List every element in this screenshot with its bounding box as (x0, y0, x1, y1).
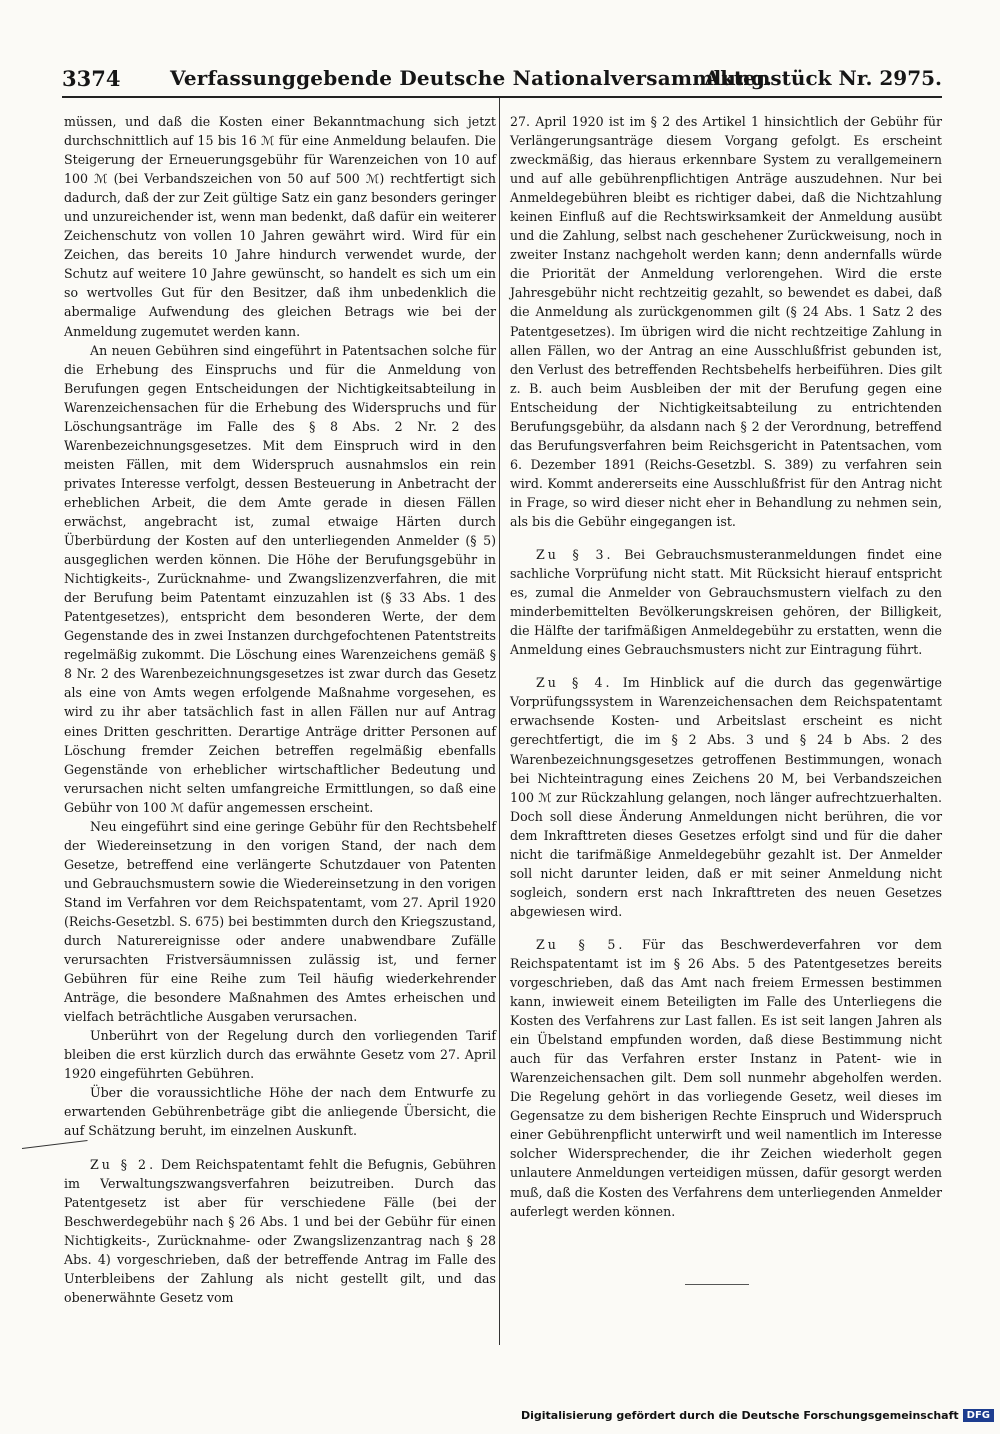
paragraph: An neuen Gebühren sind eingeführt in Patentsachen solche für die Erhebung des Einspruchs und für die Anmeldung von Berufungen gegen Entscheidungen der Nichtigkeitsabteilung in Warenzeichensachen für die Erhebung des Widerspruchs und für Löschungsanträge im Falle des § 8 Abs. 2 Nr. 2 des Warenbezeichnungsgesetzes. Mit dem Einspruch wird in den meisten Fällen, mit dem Widerspruch ausnahmslos ein rein privates Interesse verfolgt, dessen Besteuerung in Anbetracht der erheblichen Arbeit, die dem Amte gerade in diesen Fällen erwächst, angebracht ist, zumal etwaige Härten durch Überbürdung der Kosten auf den unterliegenden Anmelder (§ 5) ausgeglichen werden können. Die Höhe der Berufungsgebühr in Nichtigkeits-, Zurücknahme- und Zwangslizenzverfahren, die mit der Berufung beim Patentamt einzuzahlen ist (§ 33 Abs. 1 des Patentgesetzes), entspricht dem besonderen Werte, der dem Gegenstande des in zwei Instanzen durchgefochtenen Patentstreits regelmäßig zukommt. Die Löschung eines Warenzeichens gemäß § 8 Nr. 2 des Warenbezeichnungsgesetzes ist zwar durch das Gesetz als eine von Amts wegen erfolgende Maßnahme vorgesehen, es wird zu ihr aber tatsächlich fast in allen Fällen nur auf Antrag eines Dritten geschritten. Derartige Anträge dritter Personen auf Löschung fremder Zeichen betreffen regelmäßig ebenfalls Gegenstände von erheblicher wirtschaftlicher Bedeutung und verursachen nicht selten umfangreiche Ermittlungen, so daß eine Gebühr von 100 ℳ dafür angemessen erscheint. (64, 342, 496, 815)
digitization-credit (521, 1406, 994, 1424)
document-number: Aktenstück Nr. 2975. (704, 66, 942, 90)
right-column (510, 112, 942, 1221)
left-column (64, 112, 496, 1307)
publication-title: Verfassunggebende Deutsche Nationalversammlung. (170, 66, 773, 90)
credit-text: Digitalisierung gefördert durch die Deutsche Forschungsgemeinschaft (520, 1408, 959, 1422)
paragraph: Unberührt von der Regelung durch den vorliegenden Tarif bleiben die erst kürzlich durch das erwähnte Gesetz vom 27. April 1920 eingeführten Gebühren. (64, 1028, 496, 1082)
section-heading: Zu § 5. (536, 936, 626, 952)
section-text: Bei Gebrauchsmusteranmeldungen findet eine sachliche Vorprüfung nicht statt. Mit Rücksicht hierauf entspricht es, zumal die Anmelder von Gebrauchsmustern vielfach zu den minderbemittelten Bevölkerungskreisen gehören, der Billigkeit, die Hälfte der tarifmäßigen Anmeldegebühr zu erstatten, wenn die Anmeldung eines Gebrauchsmusters nicht zur Eintragung führt. (510, 547, 942, 658)
paragraph: müssen, und daß die Kosten einer Bekanntmachung sich jetzt durchschnittlich auf 15 bis 16 ℳ für eine Anmeldung belaufen. Die Steigerung der Erneuerungsgebühr für Warenzeichen von 10 auf 100 ℳ (bei Verbandszeichen von 50 auf 500 ℳ) rechtfertigt sich dadurch, daß der zur Zeit gültige Satz ein ganz besonders geringer und unzureichender ist, wenn man bedenkt, daß dafür ein weiterer Zeichenschutz von vollen 10 Jahren gewährt wird. Wird für ein Zeichen, das bereits 10 Jahre hindurch verwendet wurde, der Schutz auf weitere 10 Jahre gewünscht, so handelt es sich um ein so wertvolles Gut für den Besitzer, daß ihm unbedenklich die abermalige Aufwendung des gleichen Betrags wie bei der Anmeldung zugemutet werden kann. (64, 114, 496, 339)
page-header (62, 60, 942, 98)
section-text: Im Hinblick auf die durch das gegenwärtige Vorprüfungssystem in Warenzeichensachen dem Reichspatentamt erwachsende Kosten- und Arbeitslast erscheint es nicht gerechtfertigt, die im § 2 Abs. 3 und § 24 b Abs. 2 des Warenbezeichnungsgesetzes getroffenen Bestimmungen, wonach bei Nichteintragung eines Zeichens 20 M, bei Verbandszeichen 100 ℳ zur Rückzahlung gelangen, noch länger aufrechtzuerhalten. Doch soll diese Änderung Anmeldungen nicht berühren, die vor dem Inkrafttreten dieses Gesetzes erfolgt sind und für die daher nicht die tarifmäßige Anmeldegebühr gezahlt ist. Der Anmelder soll nicht darunter leiden, daß er mit seiner Anmeldung nicht sogleich, sondern erst nach Inkrafttreten des neuen Gesetzes abgewiesen wird. (510, 675, 943, 919)
section-paragraph (510, 673, 942, 921)
column-divider (499, 98, 500, 1345)
section-heading: Zu § 3. (536, 547, 614, 563)
dfg-logo-icon: DFG (963, 1409, 994, 1422)
section-paragraph (510, 935, 942, 1221)
page-number: 3374 (62, 66, 121, 91)
end-rule (685, 1284, 749, 1285)
section-paragraph (510, 545, 942, 659)
section-heading: Zu § 4. (536, 675, 613, 691)
paragraph: 27. April 1920 ist im § 2 des Artikel 1 hinsichtlich der Gebühr für Verlängerungsanträge diesem Vorgang gefolgt. Es erscheint zweckmäßig, das hieraus erkennbare System zu verallgemeinern und auf alle gebührenpflichtigen Anträge auszudehnen. Nur bei Anmeldegebühren bleibt es richtiger dabei, daß die Nichtzahlung keinen Einfluß auf die Rechtswirksamkeit der Anmeldung ausübt und die Zahlung, selbst nach geschehener Zurückweisung, noch in zweiter Instanz nachgeholt werden kann; denn andernfalls würde die Priorität der Anmeldung verlorengehen. Wird die erste Jahresgebühr nicht rechtzeitig gezahlt, so bewendet es dabei, daß die Anmeldung als zurückgenommen gilt (§ 24 Abs. 1 Satz 2 des Patentgesetzes). Im übrigen wird die nicht rechtzeitige Zahlung in allen Fällen, wo der Antrag an eine Ausschlußfrist gebunden ist, den Verlust des betreffenden Rechtsbehelfs herbeiführen. Dies gilt z. B. auch beim Ausbleiben der mit der Berufung gegen eine Entscheidung der Nichtigkeitsabteilung zu entrichtenden Berufungsgebühr, da alsdann nach § 2 der Verordnung, betreffend das Berufungsverfahren beim Reichsgericht in Patentsachen, vom 6. Dezember 1891 (Reichs-Gesetzbl. S. 389) zu verfahren sein wird. Kommt andererseits eine Ausschlußfrist für den Antrag nicht in Frage, so wird dieser nicht eher in Behandlung zu nehmen sein, als bis die Gebühr eingegangen ist. (510, 114, 942, 529)
section-heading: Zu § 2. (90, 1156, 157, 1172)
section-text: Für das Beschwerdeverfahren vor dem Reichspatentamt ist im § 26 Abs. 5 des Patentgesetzes bereits vorgeschrieben, daß das Amt nach freiem Ermessen bestimmen kann, inwieweit einem Beteiligten im Falle des Unterliegens die Kosten des Verfahrens zur Last fallen. Es ist seit langen Jahren als ein Übelstand empfunden worden, daß diese Bestimmung nicht auch für das Verfahren erster Instanz in Patent- wie in Warenzeichensachen gilt. Dem soll nunmehr abgeholfen werden. Die Regelung gehört in das vorliegende Gesetz, weil dieses im Gegensatze zu dem bisherigen Rechte Einspruch und Widerspruch einer Gebührenpflicht unterwirft und weil namentlich im Interesse solcher Widersprechender, die ihr Zeichen wiederholt gegen unlautere Anmeldungen verteidigen müssen, dafür gesorgt werden muß, daß die Kosten des Verfahrens dem unterliegenden Anmelder auferlegt werden können. (510, 936, 942, 1219)
section-paragraph (64, 1155, 496, 1307)
paragraph: Neu eingeführt sind eine geringe Gebühr für den Rechtsbehelf der Wiedereinsetzung in den vorigen Stand, der nach dem Gesetze, betreffend eine verlängerte Schutzdauer von Patenten und Gebrauchsmustern sowie die Wiedereinsetzung in den vorigen Stand im Verfahren vor dem Reichspatentamt, vom 27. April 1920 (Reichs-Gesetzbl. S. 675) bei bestimmten durch den Kriegszustand, durch Naturereignisse oder andere unabwendbare Zufälle verursachten Fristversäumnissen zulässig ist, und ferner Gebühren für eine Reihe zum Teil häufig wiederkehrender Anträge, die besondere Maßnahmen des Amtes erheischen und vielfach beträchtliche Ausgaben verursachen. (64, 818, 496, 1025)
paragraph: Über die voraussichtliche Höhe der nach dem Entwurfe zu erwartenden Gebührenbeträge gibt die anliegende Übersicht, die auf Schätzung beruht, im einzelnen Auskunft. (64, 1085, 496, 1139)
section-text: Dem Reichspatentamt fehlt die Befugnis, Gebühren im Verwaltungszwangsverfahren beizutreiben. Durch das Patentgesetz ist aber für verschiedene Fälle (bei der Beschwerdegebühr nach § 26 Abs. 1 und bei der Gebühr für einen Nichtigkeits-, Zurücknahme- oder Zwangslizenzantrag nach § 28 Abs. 4) vorgeschrieben, daß der betreffende Antrag im Falle des Unterbleibens der Zahlung als nicht gestellt gilt, und das obenerwähnte Gesetz vom (64, 1156, 496, 1305)
